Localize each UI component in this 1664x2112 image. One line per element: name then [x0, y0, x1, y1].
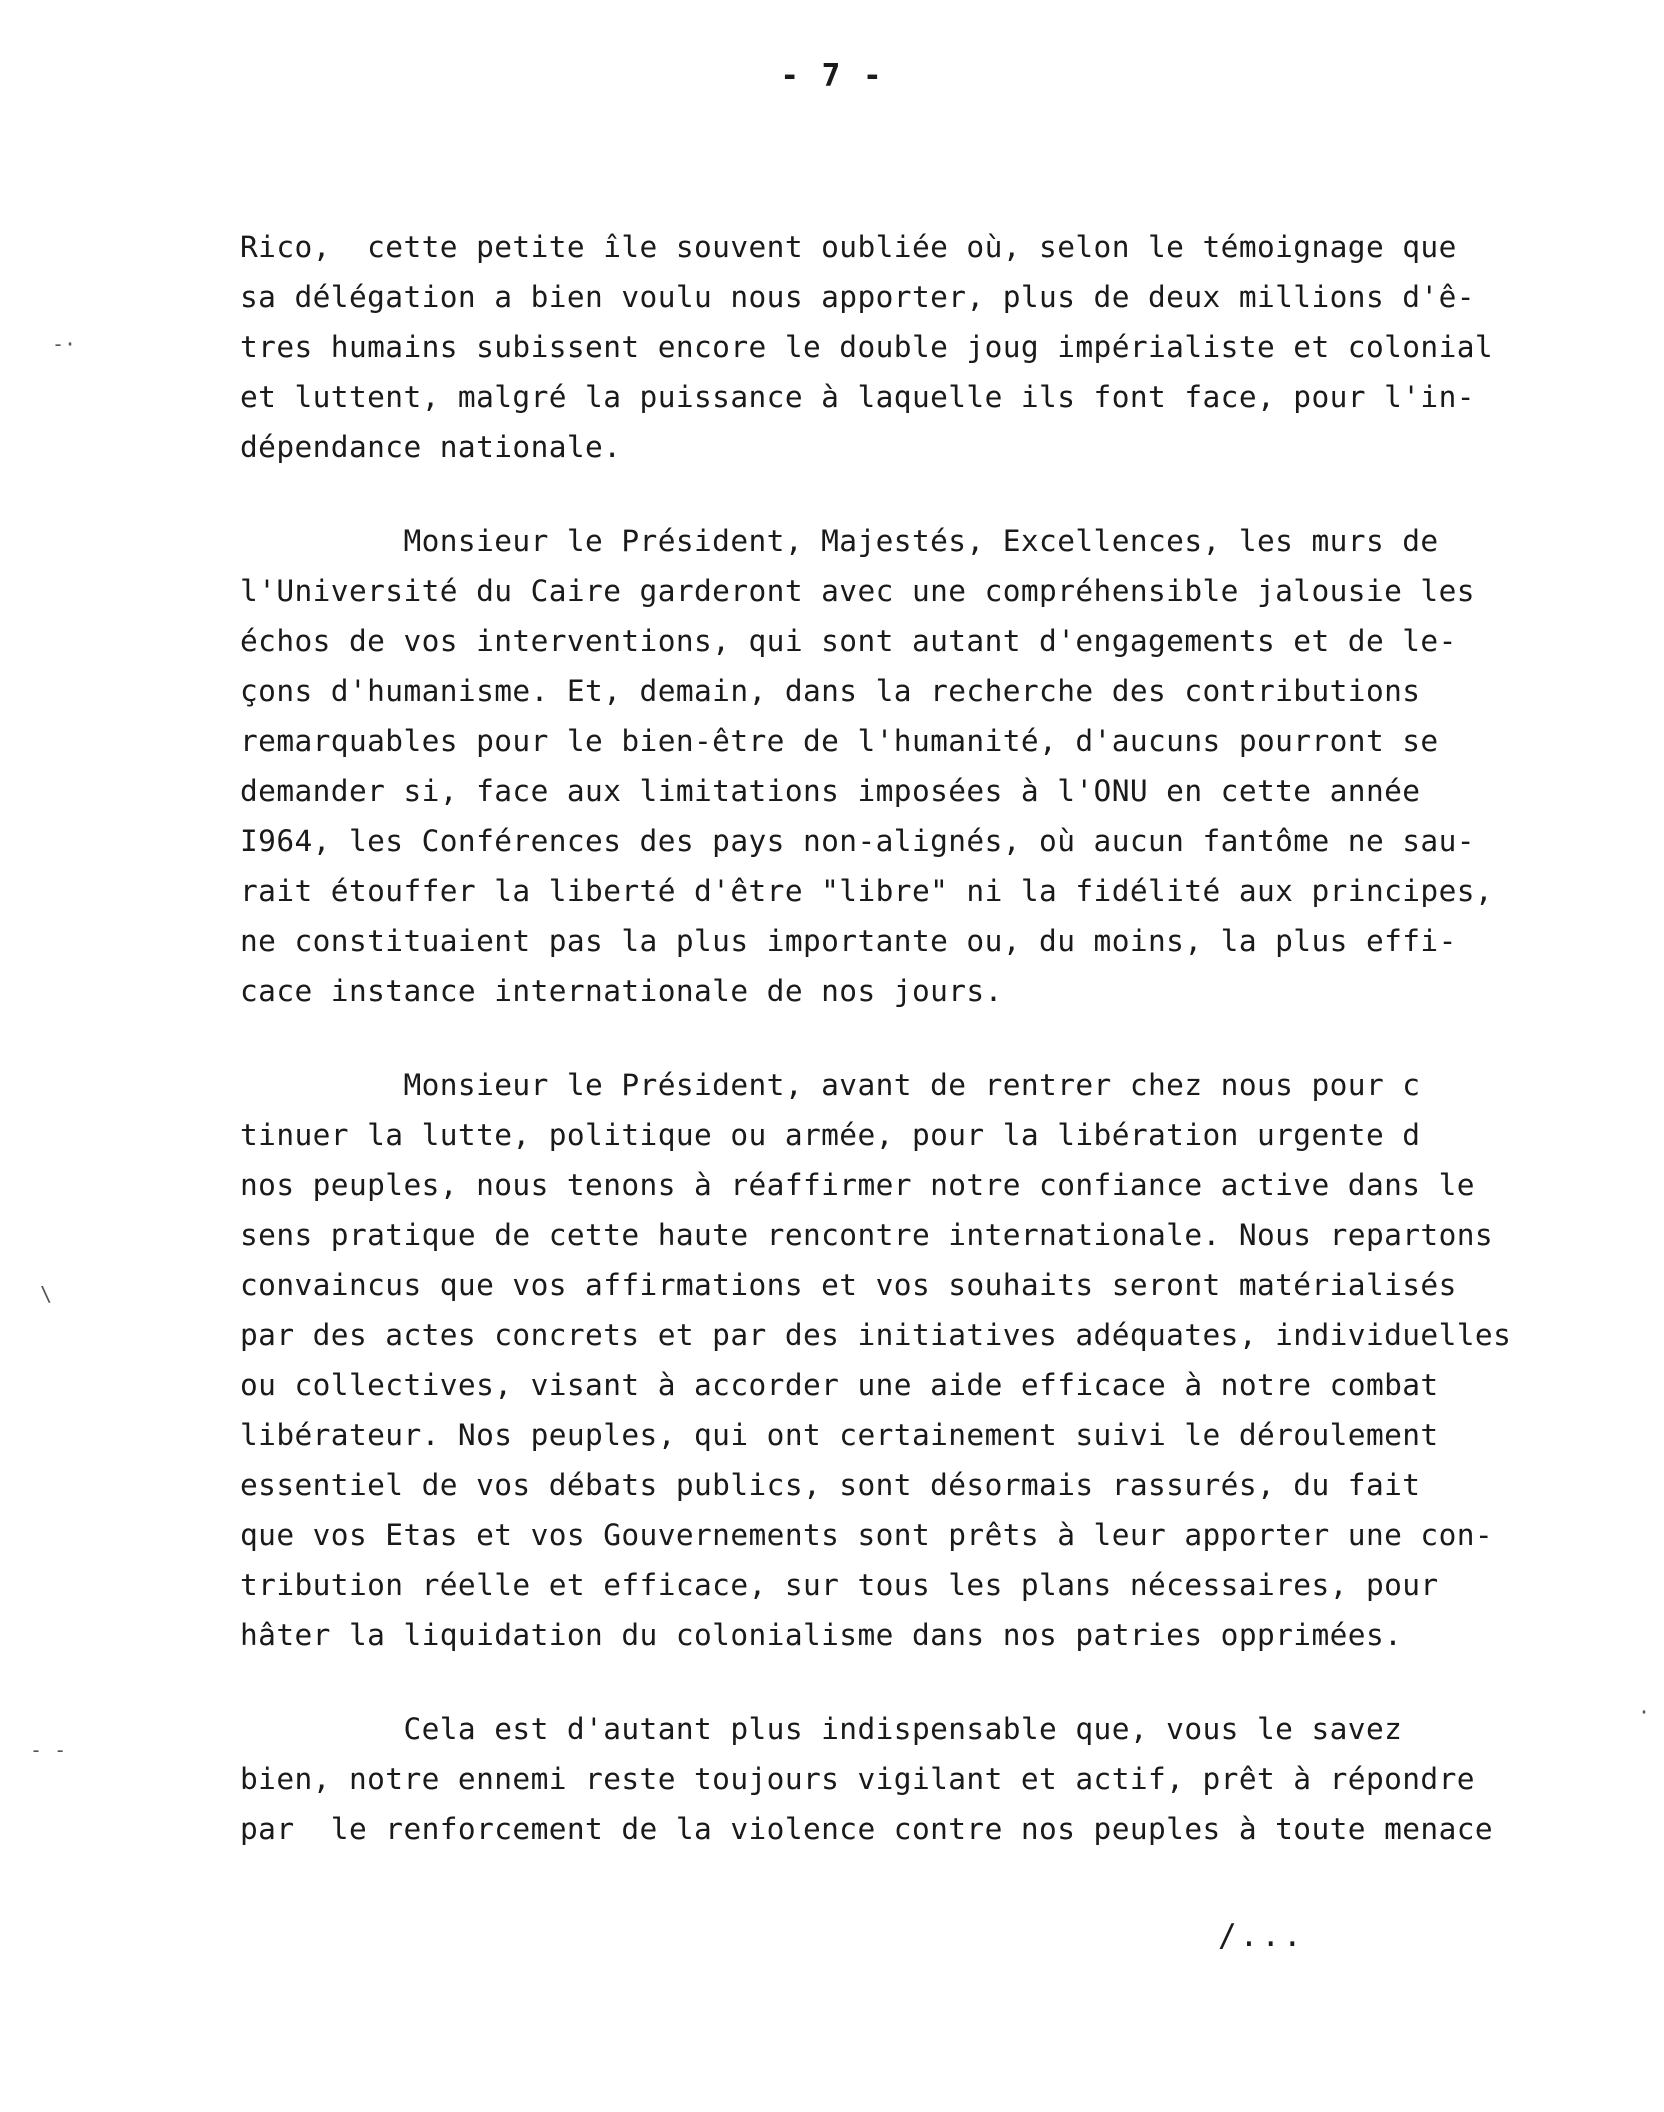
margin-dash-mark: - -	[30, 1738, 67, 1762]
text-line: sa délégation a bien voulu nous apporter, plus de deux millions d'ê-	[240, 280, 1475, 314]
paragraph-2	[240, 516, 1620, 1016]
text-line: sens pratique de cette haute rencontre internationale. Nous repartons	[240, 1218, 1494, 1252]
text-line: et luttent, malgré la puissance à laquelle ils font face, pour l'in-	[240, 380, 1475, 414]
text-line: libérateur. Nos peuples, qui ont certainement suivi le déroulement	[240, 1418, 1439, 1452]
text-line: remarquables pour le bien-être de l'humanité, d'aucuns pourront se	[240, 724, 1439, 758]
text-line: tinuer la lutte, politique ou armée, pour la libération urgente d	[240, 1118, 1421, 1152]
text-line: que vos Etas et vos Gouvernements sont prêts à leur apporter une con-	[240, 1518, 1494, 1552]
paragraph-1	[240, 222, 1620, 472]
text-line: demander si, face aux limitations imposées à l'ONU en cette année	[240, 774, 1421, 808]
document-body	[240, 222, 1620, 1898]
text-line: rait étouffer la liberté d'être "libre" ni la fidélité aux principes,	[240, 874, 1494, 908]
margin-dot-mark: ·	[1638, 1700, 1651, 1724]
text-line: échos de vos interventions, qui sont autant d'engagements et de le-	[240, 624, 1457, 658]
text-line: Cela est d'autant plus indispensable que, vous le savez	[240, 1712, 1403, 1746]
text-line: nos peuples, nous tenons à réaffirmer notre confiance active dans le	[240, 1168, 1475, 1202]
text-line: çons d'humanisme. Et, demain, dans la recherche des contributions	[240, 674, 1421, 708]
text-line: dépendance nationale.	[240, 430, 622, 464]
text-line: l'Université du Caire garderont avec une compréhensible jalousie les	[240, 574, 1475, 608]
text-line: tribution réelle et efficace, sur tous les plans nécessaires, pour	[240, 1568, 1439, 1602]
paragraph-3	[240, 1060, 1620, 1660]
continuation-mark: /...	[1218, 1918, 1305, 1954]
text-line: par des actes concrets et par des initiatives adéquates, individuelles	[240, 1318, 1512, 1352]
text-line: hâter la liquidation du colonialisme dans nos patries opprimées.	[240, 1618, 1403, 1652]
text-line: Monsieur le Président, Majestés, Excellences, les murs de	[240, 524, 1439, 558]
text-line: ou collectives, visant à accorder une aide efficace à notre combat	[240, 1368, 1439, 1402]
text-line: ne constituaient pas la plus importante ou, du moins, la plus effi-	[240, 924, 1457, 958]
text-line: essentiel de vos débats publics, sont désormais rassurés, du fait	[240, 1468, 1421, 1502]
text-line: convaincus que vos affirmations et vos souhaits seront matérialisés	[240, 1268, 1457, 1302]
text-line: bien, notre ennemi reste toujours vigilant et actif, prêt à répondre	[240, 1762, 1475, 1796]
text-line: cace instance internationale de nos jours.	[240, 974, 1003, 1008]
page-number: - 7 -	[780, 58, 884, 94]
text-line: I964, les Conférences des pays non-alignés, où aucun fantôme ne sau-	[240, 824, 1475, 858]
text-line: par le renforcement de la violence contre nos peuples à toute menace	[240, 1812, 1494, 1846]
text-line: tres humains subissent encore le double joug impérialiste et colonial	[240, 330, 1494, 364]
text-line: Rico, cette petite île souvent oubliée où, selon le témoignage que	[240, 230, 1457, 264]
text-line: Monsieur le Président, avant de rentrer chez nous pour c	[240, 1068, 1421, 1102]
margin-tick-mark: \	[40, 1282, 53, 1306]
paragraph-4	[240, 1704, 1620, 1854]
margin-dash-mark: -·	[52, 332, 77, 356]
